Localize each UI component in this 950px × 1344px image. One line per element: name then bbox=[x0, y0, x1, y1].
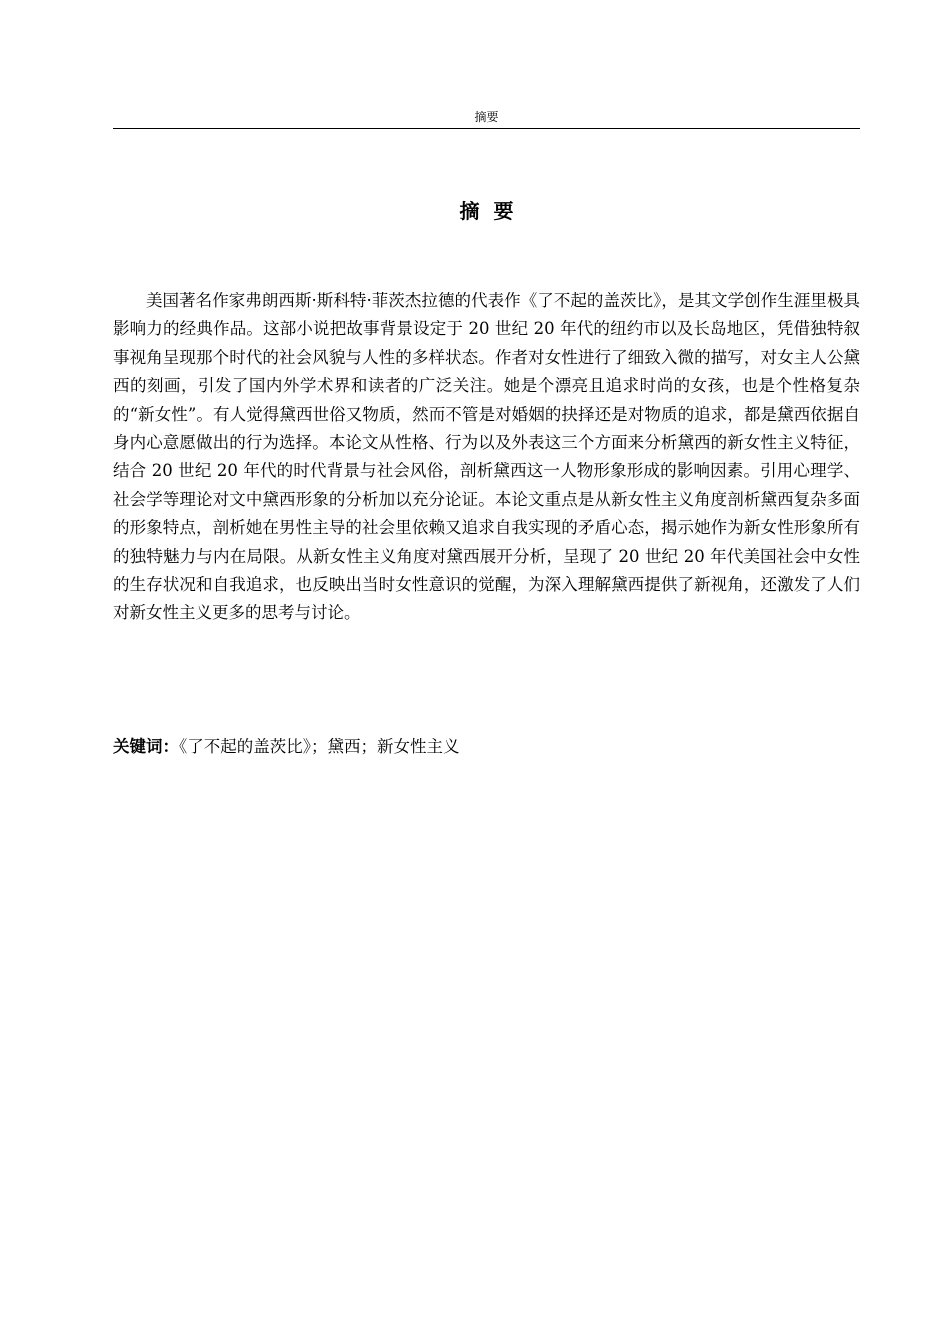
keywords-value: 《了不起的盖茨比》；黛西；新女性主义 bbox=[179, 737, 460, 756]
keywords-label: 关键词： bbox=[113, 737, 179, 756]
header-divider bbox=[113, 128, 860, 129]
abstract-paragraph: 美国著名作家弗朗西斯·斯科特·菲茨杰拉德的代表作《了不起的盖茨比》，是其文学创作生涯里极具影响力的经典作品。这部小说把故事背景设定于 20 世纪 20 年代的纽约市以及长岛地区，凭借独特叙事视角呈现那个时代的社会风貌与人性的多样状态。作者对女性进行了细致入微的描写，对女主人公黛西的刻画，引发了国内外学术界和读者的广泛关注。她是个漂亮且追求时尚的女孩，也是个性格复杂的“新女性”。有人觉得黛西世俗又物质，然而不管是对婚姻的抉择还是对物质的追求，都是黛西依据自身内心意愿做出的行为选择。本论文从性格、行为以及外表这三个方面来分析黛西的新女性主义特征，结合 20 世纪 20 年代的时代背景与社会风俗，剖析黛西这一人物形象形成的影响因素。引用心理学、社会学等理论对文中黛西形象的分析加以充分论证。本论文重点是从新女性主义角度剖析黛西复杂多面的形象特点，剖析她在男性主导的社会里依赖又追求自我实现的矛盾心态，揭示她作为新女性形象所有的独特魅力与内在局限。从新女性主义角度对黛西展开分析，呈现了 20 世纪 20 年代美国社会中女性的生存状况和自我追求，也反映出当时女性意识的觉醒，为深入理解黛西提供了新视角，还激发了人们对新女性主义更多的思考与讨论。 bbox=[113, 291, 860, 623]
page-title: 摘要 bbox=[459, 199, 528, 223]
running-header: 摘要 bbox=[474, 110, 499, 124]
keywords-line bbox=[113, 733, 860, 761]
